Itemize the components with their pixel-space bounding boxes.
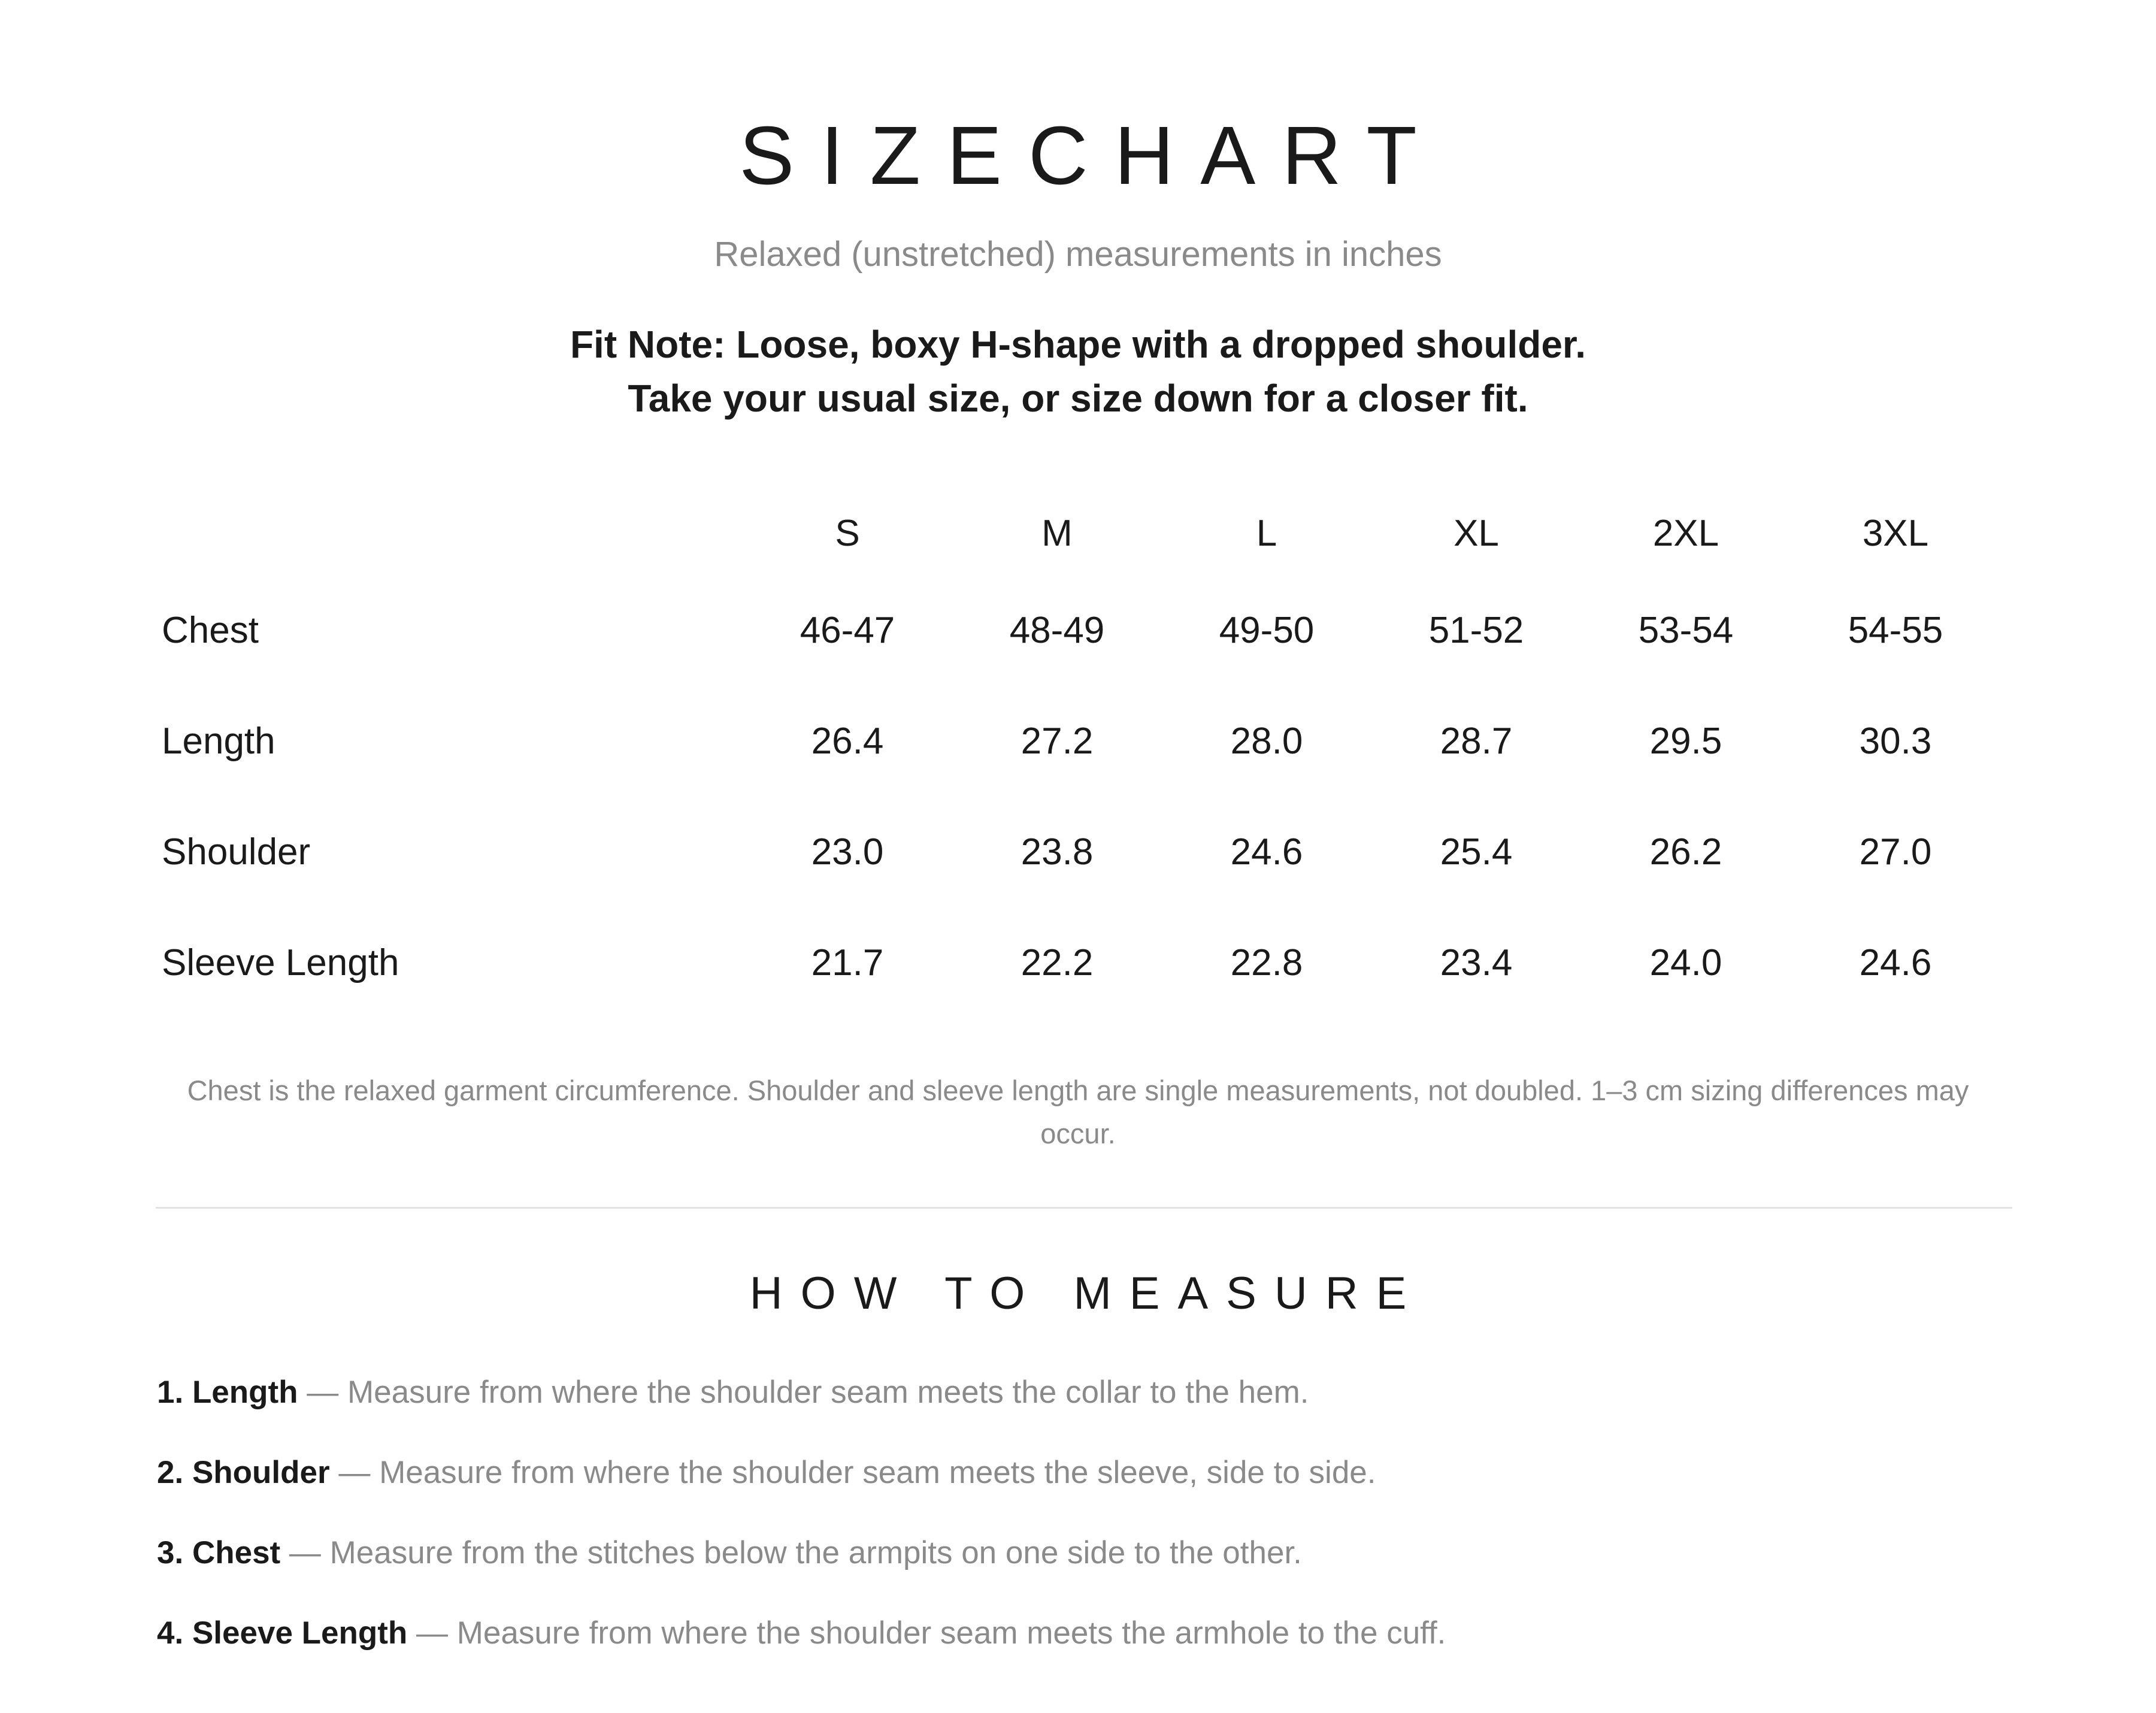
table-cell: 22.8 [1230,942,1303,983]
row-label: Shoulder [162,831,311,873]
page-subtitle: Relaxed (unstretched) measurements in inches [714,235,1442,274]
table-row-chest [156,575,2000,686]
table-cell: 22.2 [1021,942,1094,983]
table-cell: 30.3 [1859,721,1932,762]
size-header-s: S [835,512,860,554]
table-cell: 23.8 [1021,831,1094,873]
step-separator: — [298,1375,348,1410]
table-cell: 48-49 [1009,610,1105,651]
table-cell: 28.7 [1440,721,1513,762]
step-name: Sleeve Length [192,1615,408,1651]
list-item [157,1609,2001,1690]
step-number: 4. [157,1615,184,1651]
table-cell: 53-54 [1638,610,1734,651]
step-separator: — [280,1535,330,1570]
list-item [157,1449,2001,1529]
table-cell: 24.0 [1649,942,1722,983]
table-cell: 29.5 [1649,721,1722,762]
step-number: 2. [157,1455,184,1490]
table-cell: 26.4 [811,721,884,762]
fit-note [0,317,2156,425]
table-cell: 24.6 [1230,831,1303,873]
table-cell: 23.0 [811,831,884,873]
fit-note-line-1: Fit Note: Loose, boxy H-shape with a dropped shoulder. [570,323,1586,366]
table-cell: 24.6 [1859,942,1932,983]
table-header-row [156,491,2000,575]
row-label: Chest [162,610,259,651]
step-name: Length [192,1375,298,1410]
step-separator: — [407,1615,457,1651]
size-header-xl: XL [1454,512,1499,554]
step-number: 1. [157,1375,184,1410]
size-header-3xl: 3XL [1862,512,1929,554]
step-description: Measure from where the shoulder seam meets the collar to the hem. [347,1375,1309,1410]
table-row-sleeve-length [156,907,2000,1018]
table-cell: 27.2 [1021,721,1094,762]
table-cell: 25.4 [1440,831,1513,873]
size-table [156,491,2000,1018]
step-description: Measure from where the shoulder seam meets the armhole to the cuff. [456,1615,1446,1651]
list-item [157,1369,2001,1449]
size-header-l: L [1256,512,1277,554]
step-number: 3. [157,1535,184,1570]
table-cell: 27.0 [1859,831,1932,873]
step-description: Measure from where the shoulder seam meets the sleeve, side to side. [379,1455,1376,1490]
section-divider [156,1207,2012,1209]
row-label: Sleeve Length [162,942,399,983]
size-header-m: M [1041,512,1073,554]
how-to-measure-title: HOW TO MEASURE [749,1268,1425,1319]
measurement-disclaimer: Chest is the relaxed garment circumference. Shoulder and sleeve length are single measurements, not doubled. 1–3 cm sizing differences may occur. [187,1075,1969,1149]
table-cell: 46-47 [800,610,895,651]
table-row-length [156,686,2000,797]
table-cell: 28.0 [1230,721,1303,762]
table-cell: 23.4 [1440,942,1513,983]
page-title: SIZECHART [739,110,1443,202]
table-cell: 54-55 [1848,610,1943,651]
step-name: Shoulder [192,1455,330,1490]
table-cell: 49-50 [1219,610,1315,651]
list-item [157,1529,2001,1609]
step-description: Measure from the stitches below the armpits on one side to the other. [329,1535,1302,1570]
table-row-shoulder [156,797,2000,907]
step-separator: — [329,1455,380,1490]
table-corner-cell [156,491,743,575]
fit-note-line-2: Take your usual size, or size down for a closer fit. [628,377,1528,420]
table-cell: 51-52 [1428,610,1524,651]
table-cell: 21.7 [811,942,884,983]
table-cell: 26.2 [1649,831,1722,873]
size-header-2xl: 2XL [1652,512,1719,554]
how-to-measure-steps [157,1369,2001,1690]
step-name: Chest [192,1535,281,1570]
row-label: Length [162,721,275,762]
